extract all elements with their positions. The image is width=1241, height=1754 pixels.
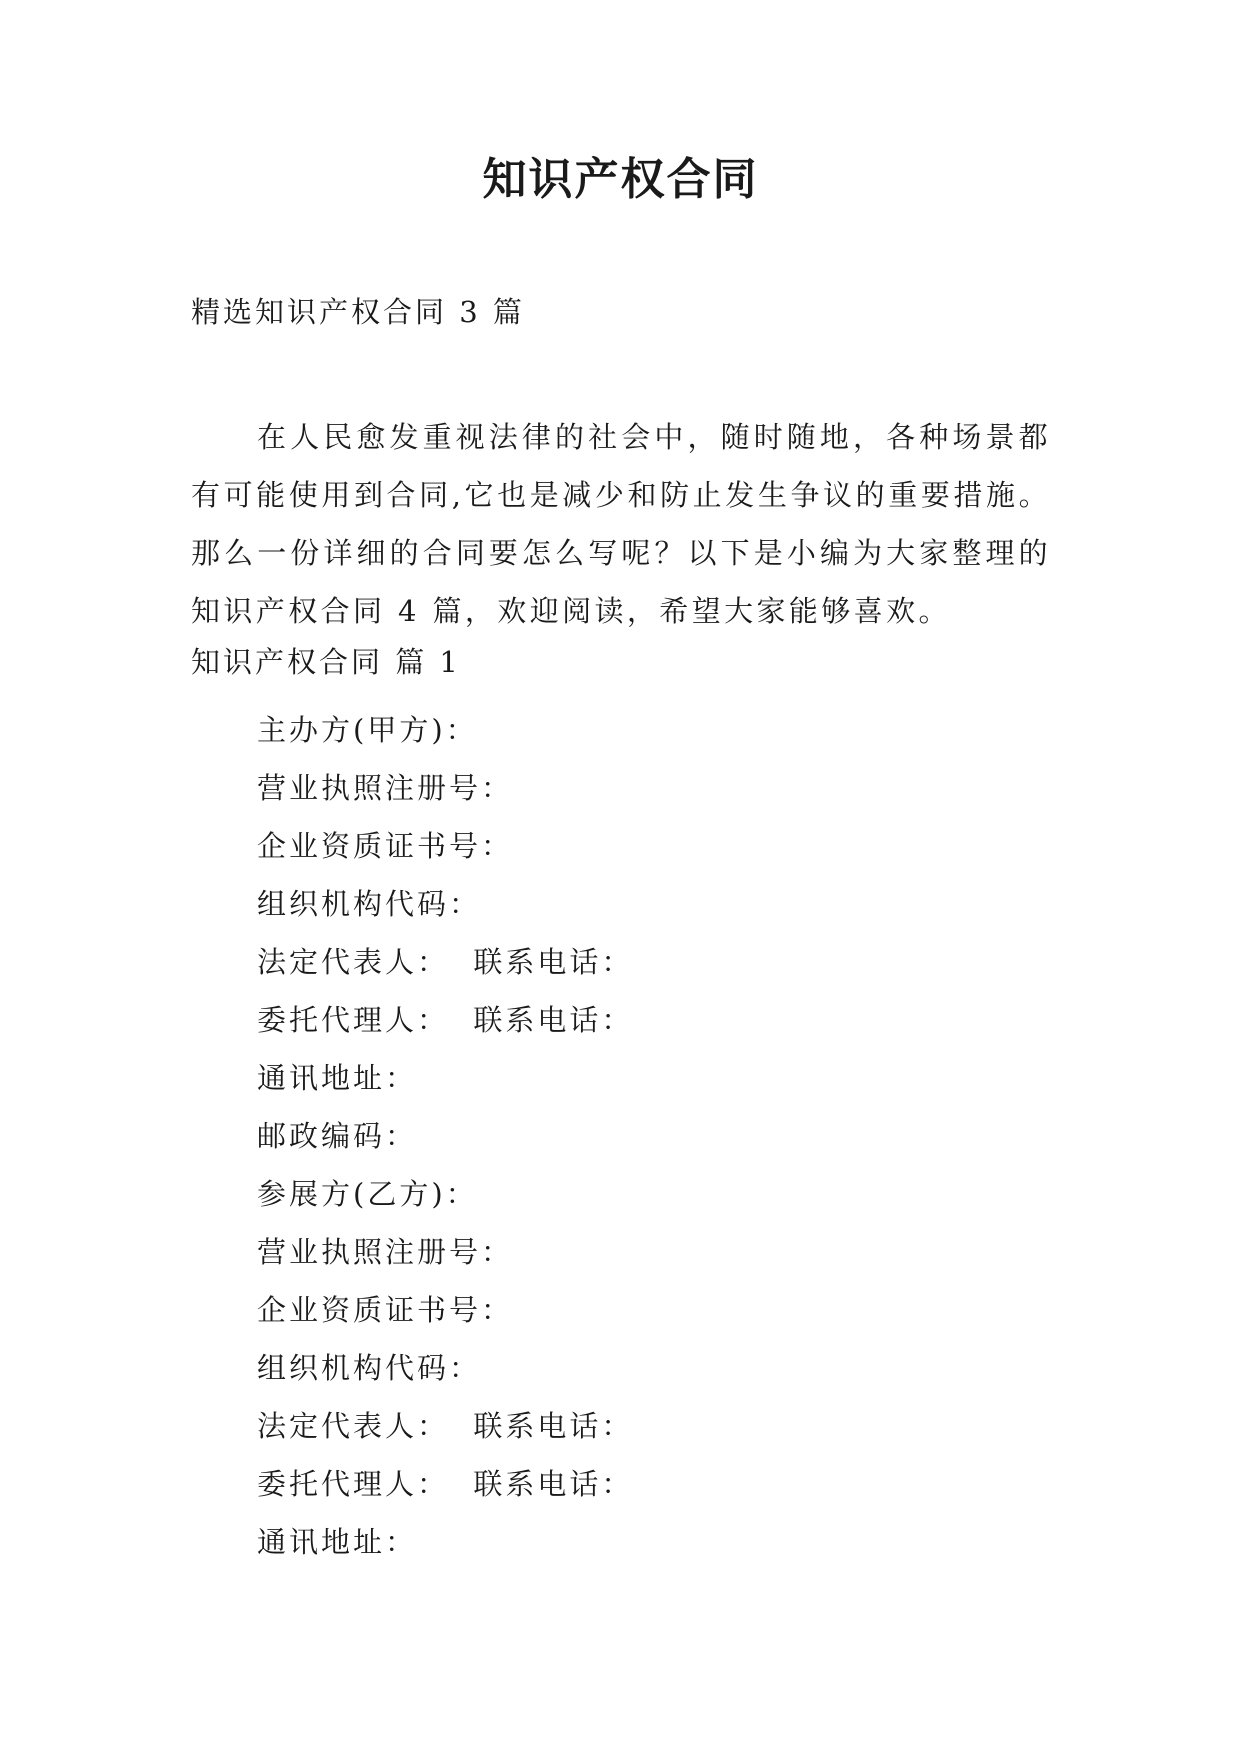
field-qualification-cert-a: 企业资质证书号： — [257, 829, 514, 863]
field-legal-rep-b: 法定代表人： 联系电话： — [257, 1409, 634, 1443]
document-subtitle: 精选知识产权合同 3 篇 — [191, 295, 525, 329]
field-address-a: 通讯地址： — [257, 1061, 418, 1095]
field-business-license-a: 营业执照注册号： — [257, 771, 514, 805]
document-title: 知识产权合同 — [482, 154, 759, 205]
field-business-license-b: 营业执照注册号： — [257, 1235, 514, 1269]
contract-fields-list — [257, 701, 633, 1571]
field-org-code-b: 组织机构代码： — [257, 1351, 482, 1385]
field-org-code-a: 组织机构代码： — [257, 887, 482, 921]
section-heading: 知识产权合同 篇 1 — [191, 645, 461, 679]
field-exhibitor: 参展方(乙方)： — [257, 1177, 478, 1211]
field-postcode-a: 邮政编码： — [257, 1119, 418, 1153]
field-legal-rep-a: 法定代表人： 联系电话： — [257, 945, 634, 979]
field-agent-a: 委托代理人： 联系电话： — [257, 1003, 634, 1037]
field-address-b: 通讯地址： — [257, 1525, 418, 1559]
field-qualification-cert-b: 企业资质证书号： — [257, 1293, 514, 1327]
field-organizer: 主办方(甲方)： — [257, 713, 478, 747]
field-agent-b: 委托代理人： 联系电话： — [257, 1467, 634, 1501]
intro-paragraph: 在人民愈发重视法律的社会中，随时随地，各种场景都有可能使用到合同,它也是减少和防止发生争议的重要措施。那么一份详细的合同要怎么写呢？以下是小编为大家整理的知识产权合同 4 篇，欢迎阅读，希望大家能够喜欢。 — [191, 420, 1051, 628]
